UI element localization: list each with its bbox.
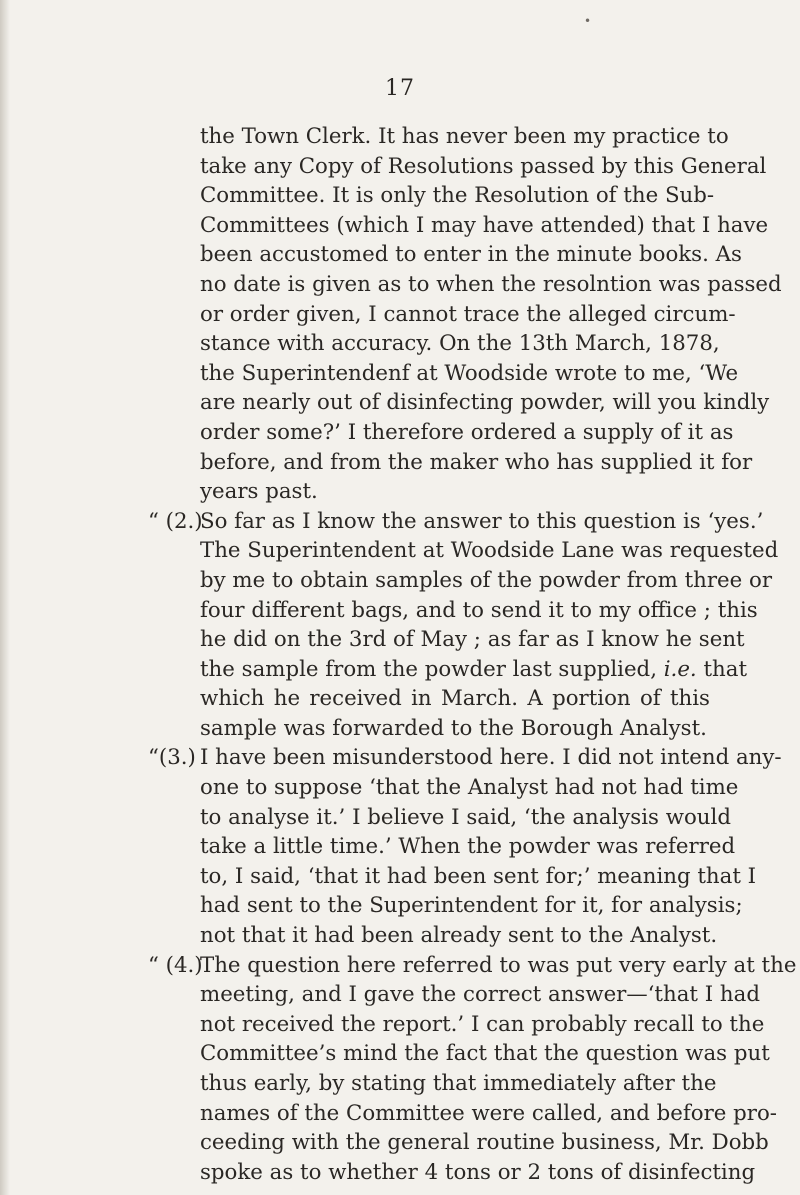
line-text: Committee’s mind the fact that the question was put	[200, 1041, 770, 1067]
text-line	[0, 655, 800, 685]
line-text: not received the report.’ I can probably recall to the	[200, 1011, 765, 1037]
text-line	[0, 122, 800, 152]
line-text: before, and from the maker who has supplied it for	[200, 449, 753, 475]
text-line	[0, 300, 800, 330]
line-text: which he received in March. A portion of this	[200, 686, 710, 712]
line-text: stance with accuracy. On the 13th March, 1878,	[200, 331, 720, 357]
text-line	[0, 921, 800, 951]
line-text: take any Copy of Resolutions passed by this General	[200, 153, 767, 179]
text-line	[0, 951, 800, 981]
line-text: the Superintendenf at Woodside wrote to me, ‘We	[200, 360, 739, 386]
document-body	[0, 122, 800, 1187]
paragraph-4	[0, 951, 800, 1188]
text-line	[0, 832, 800, 862]
line-text: or order given, I cannot trace the alleged circum-	[200, 301, 736, 327]
text-line	[0, 152, 800, 182]
line-text: no date is given as to when the resolntion was passed	[200, 271, 782, 297]
line-text: to analyse it.’ I believe I said, ‘the analysis would	[200, 804, 731, 830]
line-text: take a little time.’ When the powder was referred	[200, 834, 736, 860]
line-text: one to suppose ‘that the Analyst had not had time	[200, 775, 739, 801]
text-line	[0, 418, 800, 448]
ink-speck: •	[584, 14, 592, 28]
line-text: the Town Clerk. It has never been my practice to	[200, 124, 729, 149]
line-text: not that it had been already sent to the Analyst.	[200, 923, 718, 949]
text-line	[0, 743, 800, 773]
text-line	[0, 684, 800, 714]
paragraph-1	[0, 122, 800, 507]
italic-abbreviation: i.e.	[663, 656, 697, 682]
line-text: by me to obtain samples of the powder from three or	[200, 567, 773, 593]
line-text: the sample from the powder last supplied, i.e. that	[200, 656, 748, 682]
paragraph-3	[0, 743, 800, 950]
text-line	[0, 448, 800, 478]
text-line	[0, 803, 800, 833]
line-text: years past.	[200, 479, 318, 505]
line-text: meeting, and I gave the correct answer—‘that I had	[200, 982, 760, 1008]
line-text: four different bags, and to send it to my office ; this	[200, 597, 758, 623]
text-line	[0, 1158, 800, 1188]
paragraph-label: “ (2.)	[148, 508, 203, 534]
text-line	[0, 270, 800, 300]
line-text: ceeding with the general routine business, Mr. Dobb	[200, 1130, 769, 1156]
page-number: 17	[385, 76, 415, 101]
text-line	[0, 1069, 800, 1099]
text-line	[0, 625, 800, 655]
paragraph-2	[0, 507, 800, 744]
text-line	[0, 980, 800, 1010]
text-line	[0, 507, 800, 537]
text-line	[0, 862, 800, 892]
line-text: I have been misunderstood here. I did not intend any-	[200, 745, 782, 771]
line-text: spoke as to whether 4 tons or 2 tons of disinfecting	[200, 1159, 756, 1185]
text-line	[0, 181, 800, 211]
text-line	[0, 388, 800, 418]
text-line	[0, 596, 800, 626]
text-line	[0, 477, 800, 507]
line-text: he did on the 3rd of May ; as far as I know he sent	[200, 627, 745, 653]
text-line	[0, 773, 800, 803]
line-text: Committees (which I may have attended) that I have	[200, 212, 769, 238]
line-text: names of the Committee were called, and before pro-	[200, 1100, 777, 1126]
text-line	[0, 211, 800, 241]
line-text: So far as I know the answer to this question is ‘yes.’	[200, 508, 764, 534]
text-line	[0, 1128, 800, 1158]
line-text: sample was forwarded to the Borough Analyst.	[200, 715, 707, 741]
paragraph-label: “(3.)	[148, 745, 196, 771]
text-line	[0, 1099, 800, 1129]
text-line	[0, 1010, 800, 1040]
text-line	[0, 359, 800, 389]
line-text: Committee. It is only the Resolution of the Sub-	[200, 183, 715, 209]
line-text: are nearly out of disinfecting powder, will you kindly	[200, 390, 770, 416]
line-text: been accustomed to enter in the minute books. As	[200, 242, 742, 268]
line-text: had sent to the Superintendent for it, for analysis;	[200, 893, 743, 919]
text-line	[0, 1039, 800, 1069]
text-line	[0, 329, 800, 359]
paragraph-label: “ (4.)	[148, 952, 203, 978]
text-line	[0, 566, 800, 596]
line-text: The Superintendent at Woodside Lane was requested	[200, 538, 779, 564]
text-line	[0, 714, 800, 744]
text-line	[0, 240, 800, 270]
line-text: to, I said, ‘that it had been sent for;’ meaning that I	[200, 863, 757, 889]
line-text: order some?’ I therefore ordered a supply of it as	[200, 419, 734, 445]
line-text: The question here referred to was put very early at the	[200, 952, 797, 978]
text-line	[0, 536, 800, 566]
text-line	[0, 891, 800, 921]
line-text: thus early, by stating that immediately after the	[200, 1071, 717, 1096]
